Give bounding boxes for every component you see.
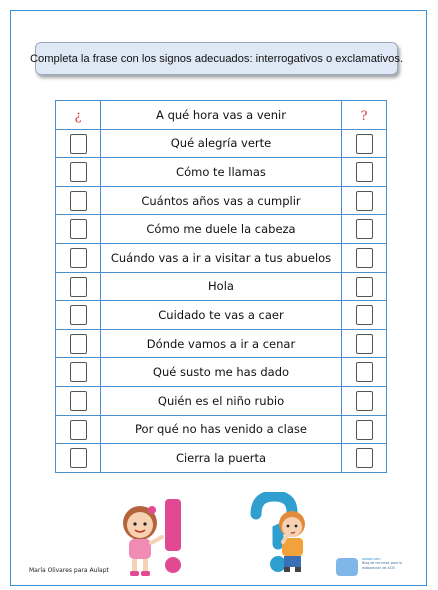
- opening-sign-box[interactable]: [70, 162, 87, 182]
- opening-question-mark: ¿: [74, 109, 82, 125]
- closing-sign-cell: [342, 301, 387, 330]
- sentence-text: Cómo te llamas: [101, 158, 342, 187]
- sentence-text: Cómo me duele la cabeza: [101, 215, 342, 244]
- sentence-text: Qué alegría verte: [101, 129, 342, 158]
- sentence-row: [56, 272, 387, 301]
- girl-with-exclamation-mark-icon: [112, 493, 192, 579]
- example-sentence: A qué hora vas a venir: [101, 101, 342, 130]
- closing-sign-box[interactable]: [356, 391, 373, 411]
- closing-sign-cell: [342, 386, 387, 415]
- opening-sign-box[interactable]: [70, 219, 87, 239]
- closing-sign-cell: [342, 415, 387, 444]
- closing-sign-box[interactable]: [356, 219, 373, 239]
- logo-description: Blog de recursos para la elaboración de ACIS: [362, 561, 403, 570]
- opening-sign-cell: [56, 158, 101, 187]
- closing-sign-box[interactable]: [356, 248, 373, 268]
- opening-sign-box[interactable]: [70, 277, 87, 297]
- closing-sign-box[interactable]: [356, 420, 373, 440]
- opening-sign-cell: [56, 386, 101, 415]
- sentence-text: Cuidado te vas a caer: [101, 301, 342, 330]
- closing-sign-box[interactable]: [356, 277, 373, 297]
- closing-sign-cell: [342, 129, 387, 158]
- closing-sign-cell: [342, 272, 387, 301]
- sentence-row: [56, 186, 387, 215]
- closing-sign-box[interactable]: [356, 448, 373, 468]
- opening-sign-box[interactable]: [70, 134, 87, 154]
- closing-question-mark: ?: [360, 109, 368, 125]
- closing-sign-box[interactable]: [356, 305, 373, 325]
- sentence-row: [56, 386, 387, 415]
- author-credit: María Olivares para Aulapt: [29, 567, 109, 574]
- sentence-row: [56, 329, 387, 358]
- opening-sign-box[interactable]: [70, 420, 87, 440]
- closing-sign-cell: [342, 158, 387, 187]
- sentence-text: Cierra la puerta: [101, 444, 342, 473]
- opening-sign-cell: [56, 329, 101, 358]
- sentence-text: Hola: [101, 272, 342, 301]
- closing-sign-cell: [342, 243, 387, 272]
- opening-sign-box[interactable]: [70, 391, 87, 411]
- opening-sign-cell: [56, 358, 101, 387]
- sentence-row: [56, 358, 387, 387]
- boy-with-question-mark-icon: [248, 492, 326, 576]
- closing-sign-cell: [342, 215, 387, 244]
- sentence-text: Cuándo vas a ir a visitar a tus abuelos: [101, 243, 342, 272]
- sentence-text: Cuántos años vas a cumplir: [101, 186, 342, 215]
- closing-sign-cell: [342, 329, 387, 358]
- opening-sign-box[interactable]: [70, 305, 87, 325]
- closing-sign-cell: [342, 444, 387, 473]
- opening-sign-box[interactable]: [70, 191, 87, 211]
- opening-sign-cell: [56, 243, 101, 272]
- header-left-cell: [56, 101, 101, 130]
- opening-sign-cell: [56, 444, 101, 473]
- opening-sign-box[interactable]: [70, 334, 87, 354]
- opening-sign-cell: [56, 301, 101, 330]
- closing-sign-cell: [342, 186, 387, 215]
- sentence-row: [56, 243, 387, 272]
- opening-sign-cell: [56, 272, 101, 301]
- sentence-row: [56, 129, 387, 158]
- closing-sign-box[interactable]: [356, 362, 373, 382]
- aulapt-logo-icon: [336, 558, 358, 576]
- sentence-text: Qué susto me has dado: [101, 358, 342, 387]
- closing-sign-cell: [342, 358, 387, 387]
- logo-tag: aulapt.com: [362, 557, 381, 561]
- sentence-row: [56, 415, 387, 444]
- opening-sign-box[interactable]: [70, 448, 87, 468]
- instruction-box: Completa la frase con los signos adecuados: interrogativos o exclamativos.: [35, 42, 398, 75]
- opening-sign-box[interactable]: [70, 362, 87, 382]
- closing-sign-box[interactable]: [356, 334, 373, 354]
- sentence-text: Quién es el niño rubio: [101, 386, 342, 415]
- sentence-table: [55, 100, 387, 473]
- closing-sign-box[interactable]: [356, 134, 373, 154]
- sentence-row: [56, 444, 387, 473]
- closing-sign-box[interactable]: [356, 162, 373, 182]
- opening-sign-cell: [56, 415, 101, 444]
- aulapt-logo-text: [362, 557, 414, 570]
- opening-sign-cell: [56, 215, 101, 244]
- sentence-row: [56, 301, 387, 330]
- sentence-text: Por qué no has venido a clase: [101, 415, 342, 444]
- header-right-cell: [342, 101, 387, 130]
- sentence-row: [56, 158, 387, 187]
- opening-sign-box[interactable]: [70, 248, 87, 268]
- sentence-text: Dónde vamos a ir a cenar: [101, 329, 342, 358]
- sentence-row: [56, 215, 387, 244]
- table-header-row: [56, 101, 387, 130]
- opening-sign-cell: [56, 129, 101, 158]
- closing-sign-box[interactable]: [356, 191, 373, 211]
- opening-sign-cell: [56, 186, 101, 215]
